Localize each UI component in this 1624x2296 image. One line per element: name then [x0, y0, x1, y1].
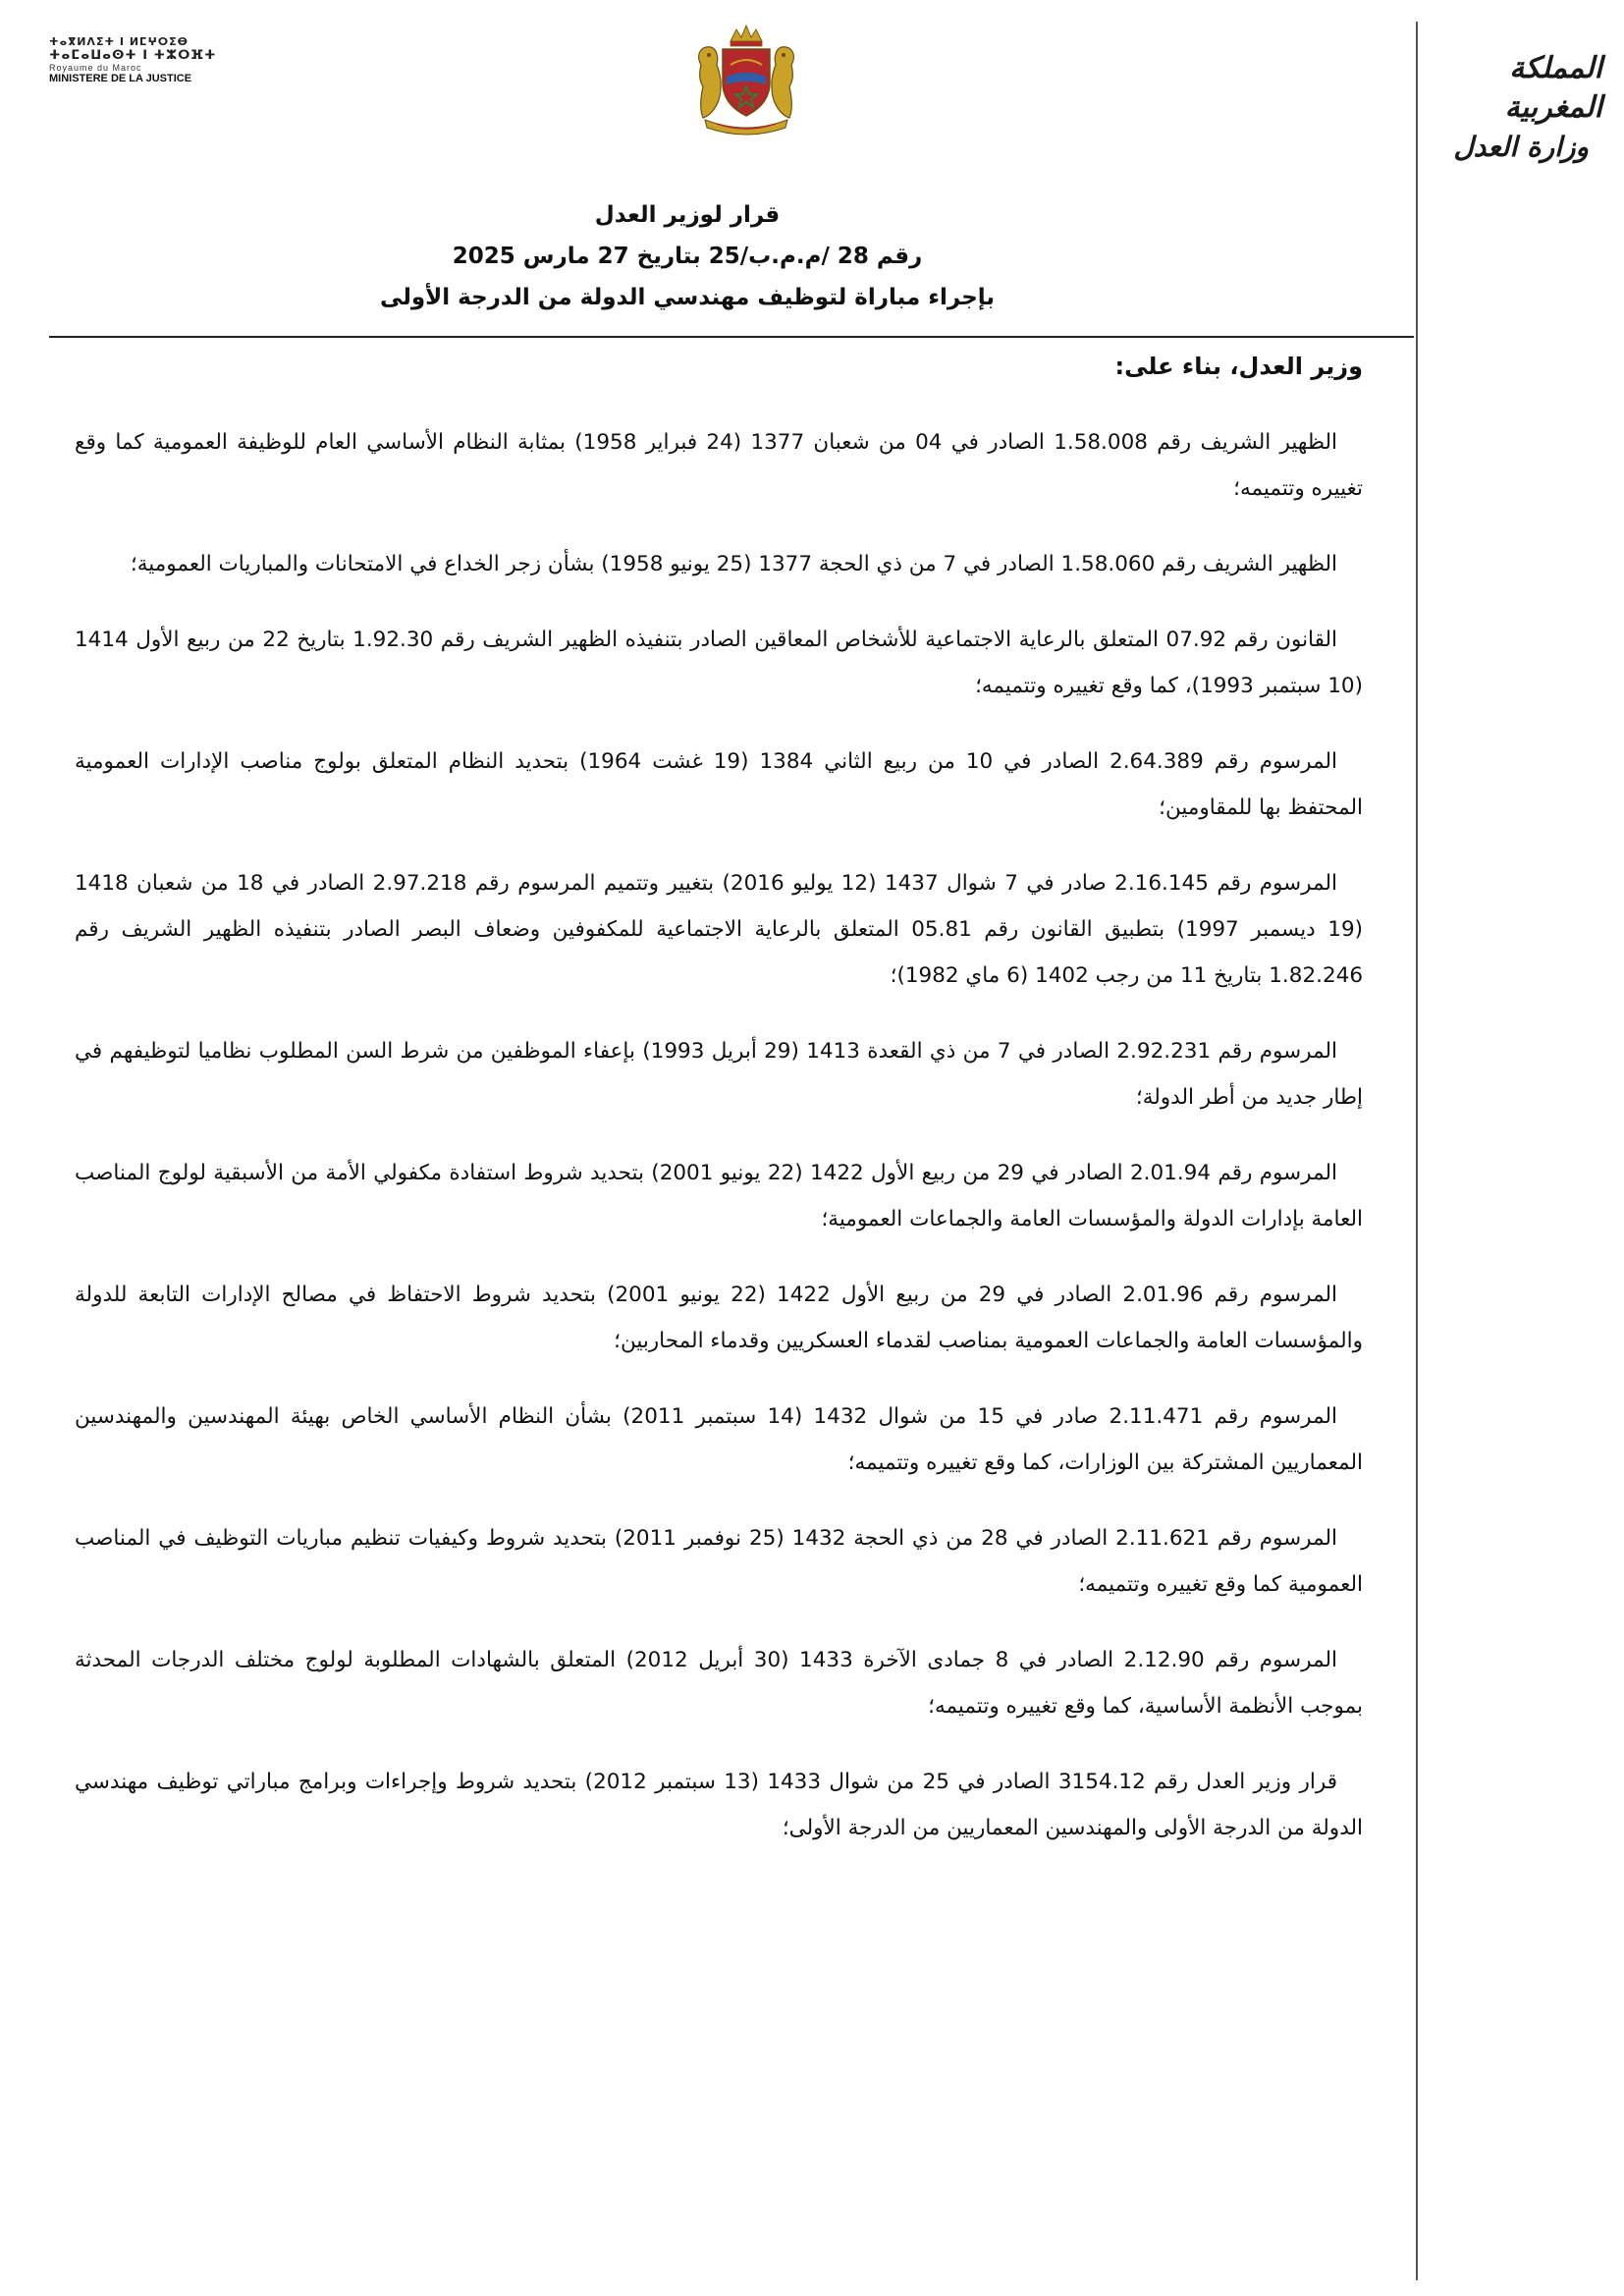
decision-title: قرار لوزير العدل — [594, 202, 781, 228]
margin-vertical-rule — [1416, 22, 1418, 2280]
legal-reference-clause — [75, 738, 1363, 831]
title-separator-rule — [49, 336, 1414, 338]
decision-title-block — [295, 194, 1080, 318]
kingdom-name: المملكة المغربية — [1504, 51, 1602, 125]
tifinagh-line-1: ⵜⴰⴳⵍⴷⵉⵜ ⵏ ⵍⵎⵖⵔⵉⴱ — [49, 35, 189, 48]
legal-reference-clause — [75, 1272, 1363, 1364]
legal-reference-clause — [75, 617, 1363, 709]
decision-body — [75, 344, 1363, 1881]
clause-text: المرسوم رقم 2.12.90 الصادر في 8 جمادى الآخرة 1433 (30 أبريل 2012) المتعلق بالشهادات المطلوبة لولوج مختلف الدرجات المحدثة بموجب الأنظمة الأساسية، كما وقع تغييره وتتميمه؛ — [75, 1648, 1363, 1719]
clause-text: المرسوم رقم 2.64.389 الصادر في 10 من ربيع الثاني 1384 (19 غشت 1964) بتحديد النظام المتعلق بولوج مناصب الإدارات العمومية المحتفظ بها للمقاومين؛ — [75, 749, 1363, 820]
minister-intro: وزير العدل، بناء على: — [1114, 353, 1363, 380]
clause-text: المرسوم رقم 2.01.96 الصادر في 29 من ربيع الأول 1422 (22 يونيو 2001) بتحديد شروط الاحتفاظ في مصالح الإدارات التابعة للدولة والمؤسسات العامة والجماعات العمومية بمناصب لقدماء العسكريين وقدماء المحاربين؛ — [75, 1283, 1363, 1353]
clause-text: الظهير الشريف رقم 1.58.060 الصادر في 7 من ذي الحجة 1377 (25 يونيو 1958) بشأن زجر الخداع في الامتحانات والمباريات العمومية؛ — [130, 552, 1337, 576]
clause-text: المرسوم رقم 2.11.471 صادر في 15 من شوال 1432 (14 سبتمبر 2011) بشأن النظام الأساسي الخاص بهيئة المهندسين والمهندسين المعماريين المشتركة بين الوزارات، كما وقع تغييره وتتميمه؛ — [75, 1404, 1363, 1475]
legal-reference-clause — [75, 1515, 1363, 1608]
legal-reference-clause — [75, 1028, 1363, 1121]
clause-text: المرسوم رقم 2.16.145 صادر في 7 شوال 1437 (12 يوليو 2016) بتغيير وتتميم المرسوم رقم 2.97.218 الصادر في 18 من شعبان 1418 (19 ديسمبر 1997) بتطبيق القانون رقم 05.81 المتعلق بالرعاية الاجتماعية للمكفوفين وضعاف البصر الصادر بتنفيذه الظهير الشريف رقم 1.82.246 بتاريخ 11 من رجب 1402 (6 ماي 1982)؛ — [75, 871, 1364, 988]
legal-reference-clause — [75, 541, 1363, 587]
moroccan-coat-of-arms-icon — [687, 22, 805, 137]
clause-text: الظهير الشريف رقم 1.58.008 الصادر في 04 من شعبان 1377 (24 فبراير 1958) بمثابة النظام الأساسي العام للوظيفة العمومية كما وقع تغييره وتتميمه؛ — [75, 430, 1363, 501]
clause-text: المرسوم رقم 2.92.231 الصادر في 7 من ذي القعدة 1413 (29 أبريل 1993) بإعفاء الموظفين من شرط السن المطلوب نظاميا لتوظيفهم في إطار جديد من أطر الدولة؛ — [75, 1039, 1363, 1110]
legal-reference-clause — [75, 419, 1363, 512]
clause-text: المرسوم رقم 2.11.621 الصادر في 28 من ذي الحجة 1432 (25 نوفمبر 2011) بتحديد شروط وكيفيات تنظيم مباريات التوظيف في المناصب العمومية كما وقع تغييره وتتميمه؛ — [75, 1526, 1363, 1597]
legal-reference-clause — [75, 1637, 1363, 1729]
royaume-label: Royaume du Maroc — [49, 63, 142, 73]
legal-reference-clause — [75, 1759, 1363, 1851]
tifinagh-line-2: ⵜⴰⵎⴰⵡⴰⵙⵜ ⵏ ⵜⵣⵔⴼⵜ — [49, 48, 217, 63]
clause-text: القانون رقم 07.92 المتعلق بالرعاية الاجتماعية للأشخاص المعاقين الصادر بتنفيذه الظهير الشريف رقم 1.92.30 بتاريخ 22 من ربيع الأول 1414 (10 سبتمبر 1993)، كما وقع تغييره وتتميمه؛ — [75, 628, 1363, 698]
decision-number-date: رقم 28 /م.م.ب/25 بتاريخ 27 مارس 2025 — [452, 244, 923, 269]
legal-reference-clause — [75, 860, 1363, 999]
clause-text: المرسوم رقم 2.01.94 الصادر في 29 من ربيع الأول 1422 (22 يونيو 2001) بتحديد شروط استفادة مكفولي الأمة من الأسبقية لولوج المناصب العامة بإدارات الدولة والمؤسسات العامة والجماعات العمومية؛ — [75, 1161, 1363, 1231]
clause-text: قرار وزير العدل رقم 3154.12 الصادر في 25 من شوال 1433 (13 سبتمبر 2012) بتحديد شروط وإجراءات وبرامج مباراتي توظيف مهندسي الدولة من الدرجة الأولى والمهندسين المعماريين من الدرجة الأولى؛ — [75, 1770, 1363, 1840]
decision-subject: بإجراء مباراة لتوظيف مهندسي الدولة من الدرجة الأولى — [379, 285, 996, 310]
legal-reference-clause — [75, 1394, 1363, 1486]
ministere-label: MINISTERE DE LA JUSTICE — [49, 73, 192, 84]
legal-reference-clause — [75, 1150, 1363, 1242]
ministry-header-arabic — [1435, 49, 1602, 167]
ministry-name: وزارة العدل — [1453, 131, 1589, 163]
ministry-header-latin — [49, 35, 221, 85]
